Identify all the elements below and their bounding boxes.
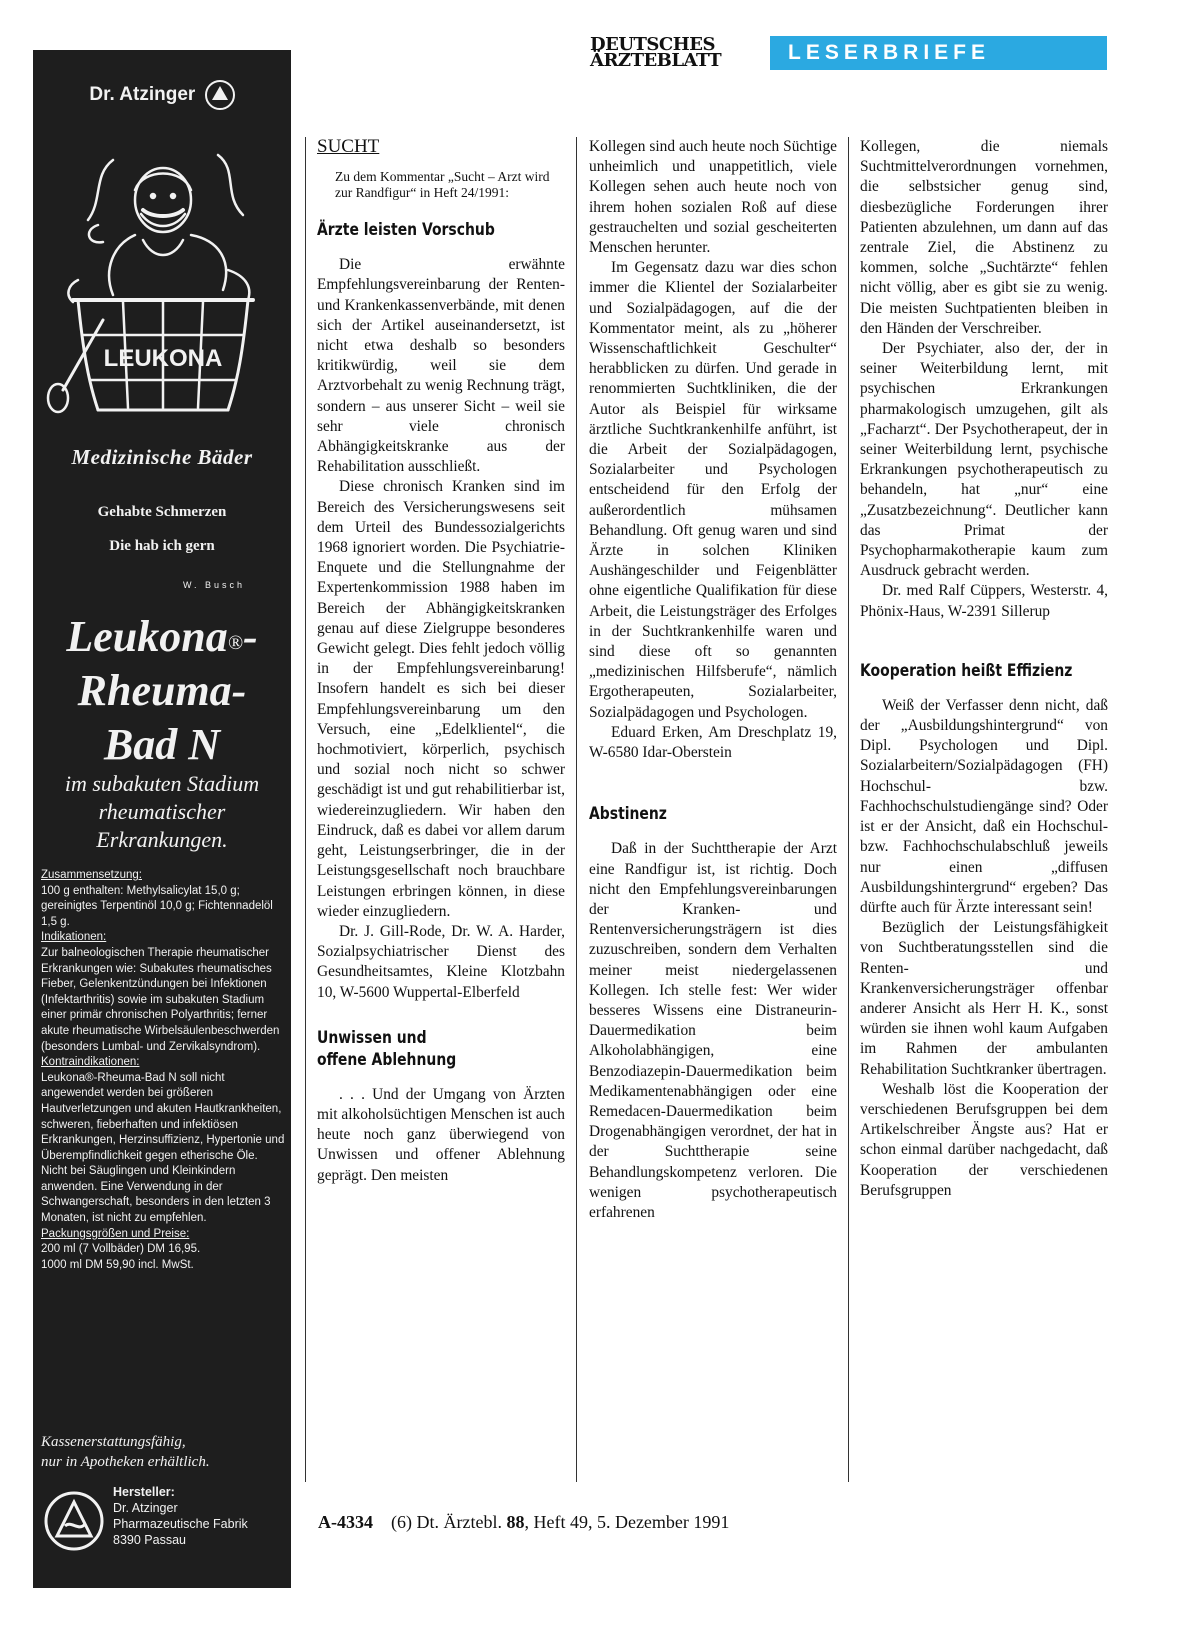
paragraph: . . . Und der Umgang von Ärzten mit alkoholsüchtigen Menschen ist auch heute noch ganz überwiegend von Unwissen und offener Ablehnung geprägt. Den meisten xyxy=(317,1085,565,1184)
column-divider xyxy=(305,137,306,1482)
paragraph: Der Psychiater, also der, der in seiner Weiterbildung lernt, mit psychischen Erkrankungen pharmakologisch umzugehen, gilt als „Facharzt“. Der Psychotherapeut, der in seiner Weiterbildung lernt, psychische Erkrankungen psychotherapeutisch zu behandeln, hat „nur“ eine „Zusatzbezeichnung“. Deutlicher kann das Primat der Psychopharmakotherapie kaum zum Ausdruck gebracht werden. xyxy=(860,340,1108,580)
letter-heading: Kooperation heißt Effizienz xyxy=(860,660,1073,681)
paragraph: Weshalb löst die Kooperation der verschiedenen Berufsgruppen bei dem Artikelschreiber Ängste aus? Hat er schon einmal darüber nachgedacht, daß Kooperation der verschiedenen Berufsgruppen xyxy=(860,1080,1108,1199)
text-column-3 xyxy=(860,137,1108,1201)
paragraph: Daß in der Suchttherapie der Arzt eine Randfigur ist, ist richtig. Doch nicht den Empfehlungsvereinbarungen der Kranken- und Rentenversicherungsträgern ist dies zuzuschreiben, sondern dem Verhalten meiner meist niedergelassenen Kollegen. Ich stelle fest: Wer wider besseres Wissens eine Distraneurin-Dauermedikation beim Alkoholabhängigen, eine Benzodiazepin-Dauermedikation beim Medikamentenabhängigen oder eine Remedacen-Dauermedikation beim Drogenabhängigen verordnet, der hat in der Suchttherapie seine Behandlungskompetenz verloren. Die wenigen psychotherapeutisch erfahrenen xyxy=(589,840,837,1221)
ad-product-name: Leukona®- Rheuma- Bad N xyxy=(66,612,258,769)
paragraph: Die erwähnte Empfehlungsvereinbarung der Renten- und Krankenkassenverbände, mit denen sich der Artikel auseinandersetzt, ist nicht etwa deshalb so besonders kritikwürdig, weil sie dem Arztvorbehalt zu wenig Rechnung trägt, sondern – aus unserer Sicht – weil sie sehr viele chronisch Abhängigkeitskranke aus der Rehabilitation ausschließt. xyxy=(317,256,565,476)
text-column-2 xyxy=(589,137,837,1223)
paragraph: Im Gegensatz dazu war dies schon immer die Klientel der Sozialarbeiter und Sozialpädagogen, auf die der Kommentator meint, als zu „höherer Wissenschaftlichkeit Geschulter“ herabblicken zu dürfen. Und gerade in renommierten Suchtkliniken, die der Autor als Beispiel für wirksame ärztliche Suchtkrankenhilfe anführt, ist die Arbeit der Sozialpädagogen, Sozialarbeiter und Psychologen entscheidend für den Erfolg der außerordentlich mühsamen Behandlung. Oft genug waren und sind Ärzte in solchen Kliniken Aushängeschilder und Feigenblätter ohne eigentliche Qualifikation für diese Arbeit, die Leistungsträger des Erfolges in der Suchtkrankenhilfe waren und sind diese oft so genannten „medizinischen Hilfsberufe“, nämlich Ergotherapeuten, Sozialarbeiter, Sozialpädagogen und Psychologen. xyxy=(589,259,837,721)
ad-tagline: im subakuten Stadium rheumatischer Erkrankungen. xyxy=(64,771,260,852)
ad-subtitle: Medizinische Bäder xyxy=(71,445,253,469)
manufacturer-logo-icon xyxy=(43,1490,105,1552)
ad-motto: Gehabte Schmerzen Die hab ich gern xyxy=(97,504,227,554)
letter-heading: Abstinenz xyxy=(589,804,667,825)
paragraph: Kollegen sind auch heute noch Süchtige unheimlich und unappetitlich, viele Kollegen sehen auch heute noch von ihrem hohen sozialen Roß auf diese gestrauchelten und sozial gescheiterten Menschen herunter. xyxy=(589,138,837,257)
letter-heading: Unwissen und xyxy=(317,1027,427,1048)
ad-manufacturer: Hersteller: Dr. Atzinger Pharmazeutische Fabrik 8390 Passau xyxy=(113,1485,248,1547)
letter-heading: offene Ablehnung xyxy=(317,1049,457,1070)
page-number: A-4334 xyxy=(318,1512,373,1532)
letter-signature: Dr. med Ralf Cüppers, Westerstr. 4, Phönix-Haus, W-2391 Sillerup xyxy=(860,582,1108,620)
letter-signature: Dr. J. Gill-Rode, Dr. W. A. Harder, Sozialpsychiatrischer Dienst des Gesundheitsamtes, Kleine Klotzbahn 10, W-5600 Wuppertal-Elberfeld xyxy=(317,922,565,1001)
advertisement xyxy=(33,50,291,1588)
page-footer: A-4334 (6) Dt. Ärztebl. 88, Heft 49, 5. Dezember 1991 xyxy=(318,1512,730,1532)
ad-brand: Dr. Atzinger xyxy=(33,80,291,110)
ad-product-info: Zusammensetzung: 100 g enthalten: Methylsalicylat 15,0 g; gereinigtes Terpentinöl 10,0 g; Fichtennadelöl 1,5 g. Indikationen: Zur balneologischen Therapie rheumatischer Erkrankungen wie: Subakutes rheumatisches Fieber, Gelenkentzündungen bei Infektionen (Infektarthritis) sowie im subakuten Stadium einer primär chronischen Polyarthritis; ferner akute rheumatische Wirbelsäulenbeschwerden (besonders Lumbal- und Zervikalsyndrom). Kontraindikationen: Leukona®-Rheuma-Bad N soll nicht angewendet werden bei größeren Hautverletzungen und akuten Hautkrankheiten, schweren, fieberhaften und infektiösen Erkrankungen, Herzinsuffizienz, Hypertonie und Überempfindlichkeit gegen etherische Öle. Nicht bei Säuglingen und Kleinkindern anwenden. Eine Verwendung in der Schwangerschaft, besonders in den letzten 3 Monaten, ist nicht zu empfehlen. Packungsgrößen und Preise: 200 ml (7 Vollbäder) DM 16,95. 1000 ml DM 59,90 incl. MwSt. xyxy=(41,869,285,1271)
paragraph: Kollegen, die niemals Suchtmittelverordnungen vornehmen, die selbstsicher genug sind, diesbezügliche Forderungen ihrer Patienten abzulehnen, um dann auf das zentrale Ziel, die Abstinenz zu kommen, solche „Suchtärzte“ fehlen nicht völlig, aber es gibt sie zu wenig. Die meisten Suchtpatienten bleiben in den Händen der Verschreiber. xyxy=(860,138,1108,337)
ad-refund-note: Kassenerstattungsfähig, nur in Apotheken erhältlich. xyxy=(41,1434,210,1470)
bathtub-illustration xyxy=(43,130,283,430)
ad-signature: W. Busch xyxy=(183,580,246,590)
column-divider xyxy=(576,137,577,1482)
text-column-1 xyxy=(317,137,565,1186)
masthead-logo: DEUTSCHES ÄRZTEBLATT xyxy=(590,34,722,71)
column-divider xyxy=(848,137,849,1482)
section-tag: LESERBRIEFE xyxy=(770,36,1107,70)
letter-signature: Eduard Erken, Am Dreschplatz 19, W-6580 Idar-Oberstein xyxy=(589,723,837,762)
letter-heading: Ärzte leisten Vorschub xyxy=(317,220,495,241)
tub-label: LEUKONA xyxy=(103,345,223,372)
paragraph: Weiß der Verfasser denn nicht, daß der „Ausbildungshintergrund“ von Dipl. Psychologen und Dipl. Sozialarbeitern/Sozialpädagogen (FH) Hochschul- bzw. Fachhochschulstudiengänge sind? Oder ist er der Ansicht, daß ein Hochschul- bzw. Fachhochschulabschluß jeweils nur einen „diffusen Ausbildungshintergrund“ ergeben? Das dürfte auch für Ärzte interessant sein! xyxy=(860,696,1108,916)
paragraph: Diese chronisch Kranken sind im Bereich des Versicherungswesens seit dem Urteil des Bundessozialgerichts 1968 ignoriert worden. Die Psychiatrie-Enquete und die Stellungnahme der Expertenkommission 1988 haben im Bereich der Abhängigkeitskranken genau auf diese Zielgruppe besonderes Gewicht gelegt. Dies fehlt jedoch völlig in der Empfehlungsvereinbarung! Insofern handelt es sich bei dieser Empfehlungsvereinbarung um den Versuch, eine „Edelklientel“, die hochmotiviert, körperlich, psychisch und sozial noch nicht so schwer geschädigt ist und gut rehabilitierbar ist, wiedereinzugliedern. Wir haben den Eindruck, daß es dabei vor allem darum geht, Leistungserbringer, die in der Leistungsgesellschaft noch brauchbare Leistungen erbringen können, in diese wieder einzugliedern. xyxy=(317,478,565,920)
section-rubric: SUCHT xyxy=(317,136,380,157)
paragraph: Bezüglich der Leistungsfähigkeit von Suchtberatungsstellen sind die Renten- und Krankenversicherungsträger offenbar anderer Ansicht als Herr H. K., sonst würden sie ihnen wohl kaum Aufgaben im Rahmen der ambulanten Rehabilitation Suchtkranker übertragen. xyxy=(860,919,1108,1078)
atzinger-logo-icon xyxy=(205,80,235,110)
reference-note: Zu dem Kommentar „Sucht – Arzt wird zur Randfigur“ in Heft 24/1991: xyxy=(335,169,550,201)
